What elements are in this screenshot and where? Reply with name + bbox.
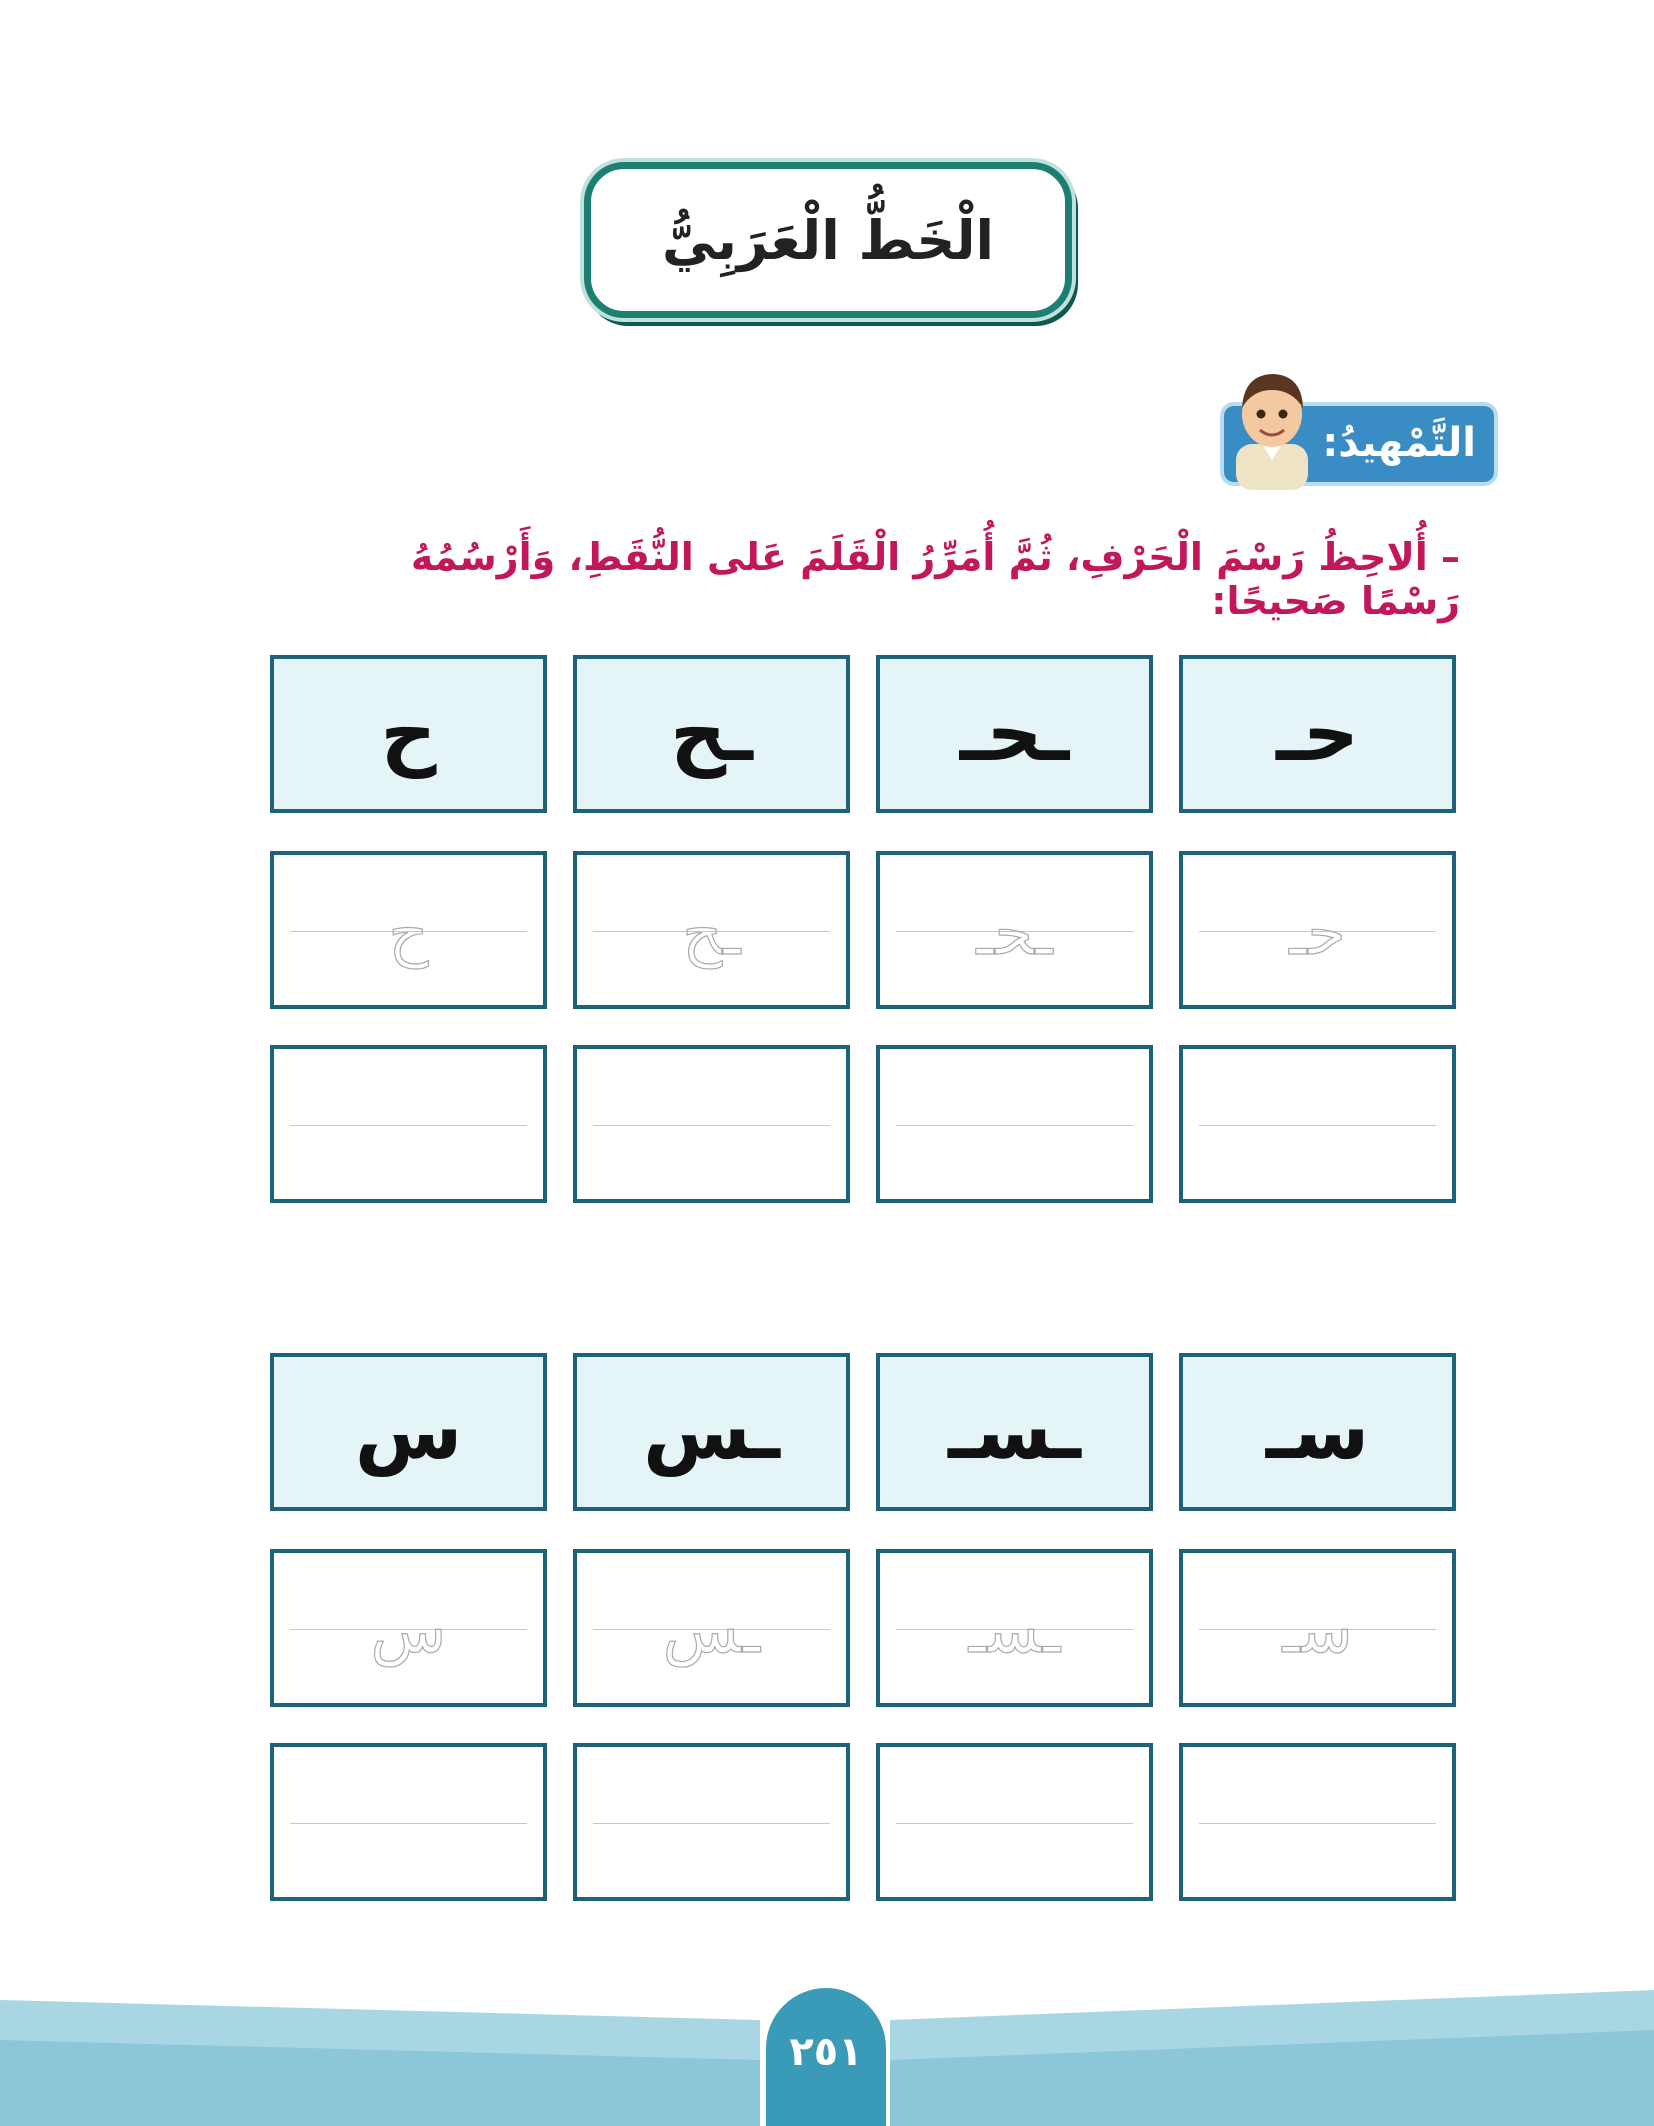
- baseline: [896, 1823, 1133, 1824]
- model-cell-final: [573, 655, 850, 813]
- write-cell-initial[interactable]: [1179, 1743, 1456, 1901]
- model-cell-isolated: [270, 655, 547, 813]
- intro-label: التَّمْهيدُ:: [1322, 420, 1476, 466]
- letter-form: ـس: [643, 1387, 780, 1477]
- letter-form: حـ: [1276, 689, 1359, 779]
- trace-cell-final[interactable]: [573, 1549, 850, 1707]
- instruction-text: – أُلاحِظُ رَسْمَ الْحَرْفِ، ثُمَّ أُمَرِّرُ الْقَلَمَ عَلى النُّقَطِ، وَأَرْسُمُهُ رَسْمًا صَحيحًا:: [410, 535, 1460, 623]
- page-number-tab: [766, 1988, 886, 2126]
- model-row: [270, 1353, 1456, 1511]
- write-cell-isolated[interactable]: [270, 1045, 547, 1203]
- trace-cell-initial[interactable]: [1179, 1549, 1456, 1707]
- dotted-letter: س: [370, 1593, 447, 1667]
- trace-row: [270, 1549, 1456, 1707]
- baseline: [593, 1823, 830, 1824]
- write-row: [270, 1045, 1456, 1203]
- letter-form: سـ: [1265, 1387, 1370, 1477]
- dotted-letter: ـحـ: [976, 895, 1053, 969]
- boy-avatar-icon: [1222, 360, 1322, 490]
- baseline: [1199, 1125, 1436, 1126]
- trace-cell-final[interactable]: [573, 851, 850, 1009]
- model-cell-final: [573, 1353, 850, 1511]
- write-cell-medial[interactable]: [876, 1045, 1153, 1203]
- trace-cell-initial[interactable]: [1179, 851, 1456, 1009]
- letter-form: ـح: [670, 689, 753, 779]
- model-cell-initial: [1179, 1353, 1456, 1511]
- letter-form: ـسـ: [948, 1387, 1081, 1477]
- model-cell-medial: [876, 1353, 1153, 1511]
- model-cell-initial: [1179, 655, 1456, 813]
- write-row: [270, 1743, 1456, 1901]
- baseline: [896, 1125, 1133, 1126]
- dotted-letter: ـح: [682, 895, 741, 969]
- trace-cell-isolated[interactable]: [270, 1549, 547, 1707]
- trace-row: [270, 851, 1456, 1009]
- letter-form: ح: [380, 689, 437, 779]
- dotted-letter: ـس: [662, 1593, 761, 1667]
- page-number: ٢٥١: [789, 2029, 863, 2075]
- write-cell-isolated[interactable]: [270, 1743, 547, 1901]
- model-cell-isolated: [270, 1353, 547, 1511]
- dotted-letter: ح: [388, 895, 429, 969]
- write-cell-final[interactable]: [573, 1045, 850, 1203]
- dotted-letter: سـ: [1282, 1593, 1353, 1667]
- title-banner: [584, 162, 1072, 318]
- trace-cell-isolated[interactable]: [270, 851, 547, 1009]
- model-cell-medial: [876, 655, 1153, 813]
- baseline: [593, 1125, 830, 1126]
- write-cell-initial[interactable]: [1179, 1045, 1456, 1203]
- model-row: [270, 655, 1456, 813]
- letter-form: ـحـ: [959, 689, 1070, 779]
- trace-cell-medial[interactable]: [876, 1549, 1153, 1707]
- baseline: [290, 1823, 527, 1824]
- write-cell-medial[interactable]: [876, 1743, 1153, 1901]
- letter-form: س: [354, 1387, 463, 1477]
- baseline: [1199, 1823, 1436, 1824]
- page-title: الْخَطُّ الْعَرَبِيُّ: [661, 208, 995, 272]
- write-cell-final[interactable]: [573, 1743, 850, 1901]
- baseline: [290, 1125, 527, 1126]
- dotted-letter: ـسـ: [968, 1593, 1061, 1667]
- dotted-letter: حـ: [1289, 895, 1346, 969]
- trace-cell-medial[interactable]: [876, 851, 1153, 1009]
